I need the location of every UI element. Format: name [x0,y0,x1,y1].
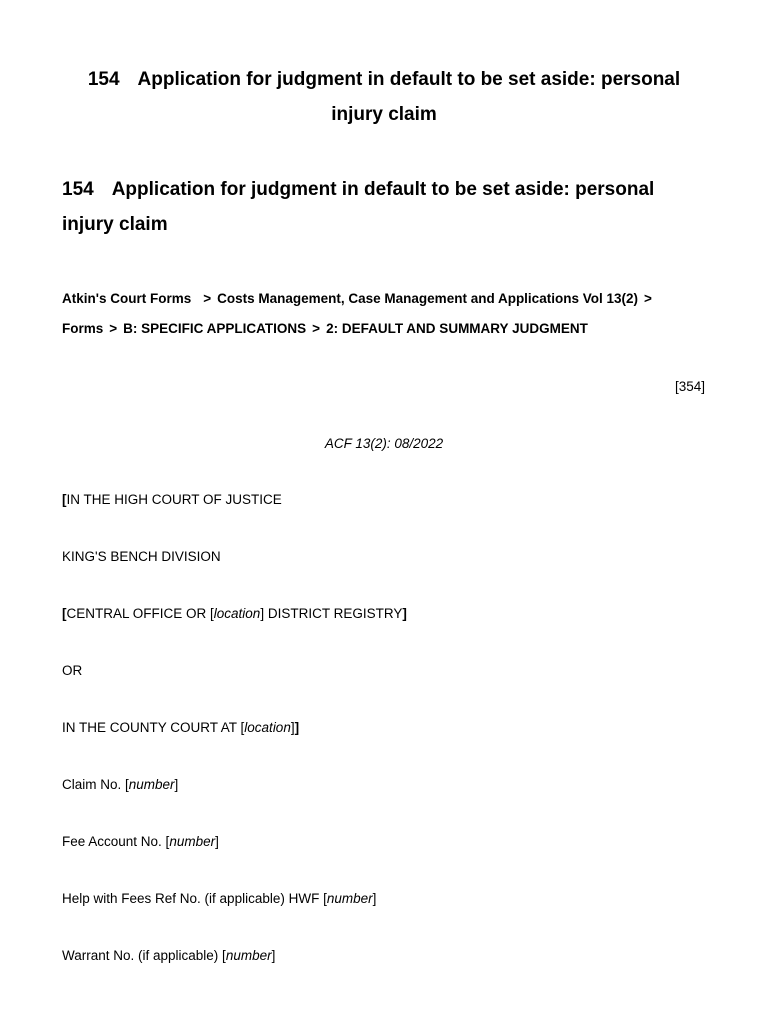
breadcrumb-item-forms[interactable]: Forms [62,321,104,336]
breadcrumb-item-volume[interactable]: Costs Management, Case Management and Applications Vol 13(2) [217,291,638,306]
page-title-text-line1: Application for judgment in default to be set aside: personal [111,179,655,200]
breadcrumb-item-specific-applications[interactable]: B: SPECIFIC APPLICATIONS [123,321,307,336]
claim-number-close: ] [174,777,179,792]
office-line-open-bracket: [ [62,606,67,621]
county-court-line [62,720,299,735]
fee-account-close: ] [215,834,219,849]
warrant-number-label: Warrant No. (if applicable) [ [62,948,226,963]
document-header-title [80,62,688,132]
court-line-bracket: [ [62,492,67,507]
page-reference: [354] [674,379,705,394]
county-court-suffix: ] [290,720,295,735]
court-line-text: IN THE HIGH COURT OF JUSTICE [66,492,282,507]
breadcrumb-separator: > [109,321,118,336]
breadcrumb-item-atkins[interactable]: Atkin's Court Forms [62,291,192,306]
number-placeholder: number [225,948,272,963]
division-line: KING'S BENCH DIVISION [62,549,221,564]
page-title-text-line2: injury claim [62,214,168,235]
page-title-line1 [62,172,702,207]
office-line-prefix: CENTRAL OFFICE OR [ [66,606,214,621]
page-title-number: 154 [62,179,94,200]
or-line: OR [62,663,83,678]
claim-number-label: Claim No. [ [62,777,129,792]
breadcrumb-separator: > [203,291,212,306]
header-title-text: Application for judgment in default to be set aside: personal injury claim [137,69,681,125]
location-placeholder: location [244,720,291,735]
breadcrumb-separator: > [643,291,652,306]
form-reference: ACF 13(2): 08/2022 [324,436,444,451]
help-with-fees-line [62,891,376,906]
help-with-fees-close: ] [372,891,377,906]
help-with-fees-label: Help with Fees Ref No. (if applicable) HWF [ [62,891,327,906]
office-line-suffix: ] DISTRICT REGISTRY [260,606,403,621]
county-court-close-bracket: ] [294,720,300,735]
county-court-prefix: IN THE COUNTY COURT AT [ [62,720,245,735]
breadcrumb [62,284,722,344]
fee-account-label: Fee Account No. [ [62,834,170,849]
number-placeholder: number [169,834,216,849]
header-number: 154 [87,69,120,90]
warrant-number-line [62,948,275,963]
warrant-number-close: ] [271,948,276,963]
office-line [62,606,407,621]
breadcrumb-line1 [62,284,722,314]
number-placeholder: number [128,777,175,792]
fee-account-line [62,834,219,849]
number-placeholder: number [326,891,373,906]
breadcrumb-line2 [62,314,722,344]
location-placeholder: location [213,606,261,621]
court-line [62,492,282,507]
page-title [62,172,702,242]
claim-number-line [62,777,178,792]
breadcrumb-item-default-summary-judgment[interactable]: 2: DEFAULT AND SUMMARY JUDGMENT [326,321,588,336]
breadcrumb-separator: > [312,321,321,336]
office-line-close-bracket: ] [402,606,407,621]
